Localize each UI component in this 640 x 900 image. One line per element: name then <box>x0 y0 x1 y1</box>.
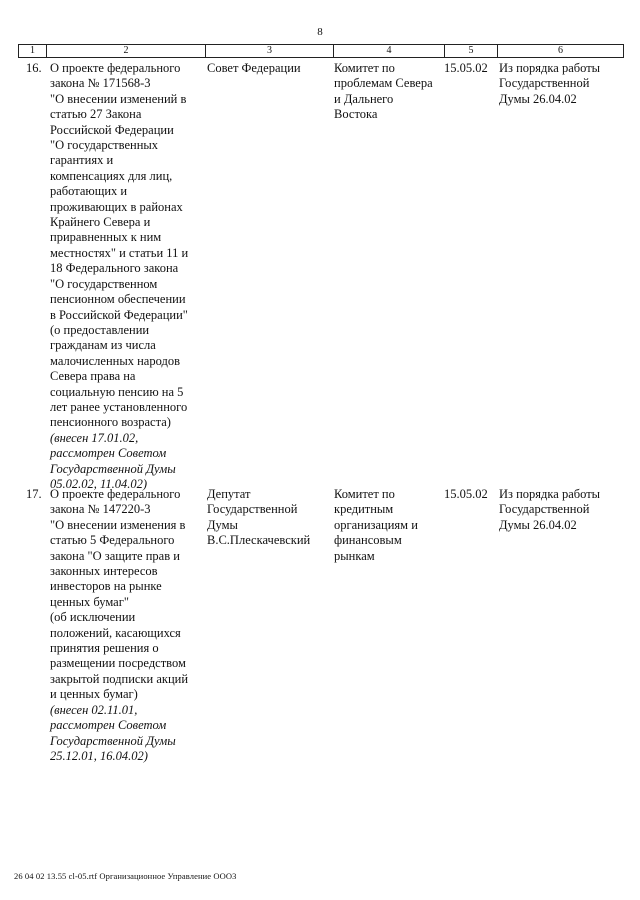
entry-committee <box>334 61 442 123</box>
note-line: Государственной Думы <box>50 733 176 748</box>
note-line: рассмотрен Советом <box>50 446 167 461</box>
committee-line: и Дальнего <box>334 91 394 106</box>
author-line: Совет Федерации <box>207 61 301 75</box>
committee-line: рынкам <box>334 548 375 563</box>
source-line: Из порядка работы <box>499 61 601 75</box>
title-line: статью 27 Закона <box>50 107 142 122</box>
entry-source <box>499 61 619 107</box>
author-line: Думы <box>207 517 238 532</box>
entry-title <box>50 487 210 764</box>
note-line: 25.12.01, 16.04.02) <box>50 748 148 763</box>
entry-source <box>499 487 619 533</box>
title-line: в Российской Федерации" <box>50 307 188 322</box>
title-line: Крайнего Севера и <box>50 215 151 230</box>
page-number: 8 <box>317 26 323 38</box>
entry-committee <box>334 487 442 564</box>
title-line: пенсионном обеспечении <box>50 292 186 307</box>
entry-number: 17. <box>26 487 42 501</box>
title-line: законных интересов <box>50 564 158 579</box>
title-line: проживающих в районах <box>50 199 183 214</box>
title-line: Российской Федерации <box>50 122 174 137</box>
committee-line: кредитным <box>334 502 394 517</box>
column-header: 3 <box>206 45 334 58</box>
title-line: "О государственных <box>50 138 159 153</box>
note-line: 05.02.02, 11.04.02) <box>50 476 147 491</box>
title-line: приравненных к ним <box>50 230 162 245</box>
column-header-table <box>18 44 624 58</box>
committee-line: Комитет по <box>334 487 395 501</box>
title-line: инвесторов на рынке <box>50 579 162 594</box>
committee-line: финансовым <box>334 533 402 548</box>
title-line: О проекте федерального <box>50 487 181 501</box>
title-line: О проекте федерального <box>50 61 181 75</box>
title-line: "О внесении изменений в <box>50 91 187 106</box>
committee-line: Комитет по <box>334 61 395 75</box>
footer-text: 26 04 02 13.55 cl-05.rtf Организационное Управление ООО3 <box>14 871 237 881</box>
entry-author <box>207 61 332 76</box>
note-line: (внесен 02.11.01, <box>50 702 138 717</box>
title-line: "О государственном <box>50 276 158 291</box>
author-line: В.С.Плескачевский <box>207 533 311 548</box>
column-header-row <box>19 45 624 58</box>
title-line: социальную пенсию на 5 <box>50 384 184 399</box>
title-line: статью 5 Федерального <box>50 533 175 548</box>
title-line: работающих и <box>50 184 128 199</box>
title-line: Севера права на <box>50 369 136 384</box>
title-line: (об исключении <box>50 610 136 625</box>
column-header: 6 <box>498 45 624 58</box>
title-line: пенсионного возраста) <box>50 415 171 430</box>
title-line: принятия решения о <box>50 641 159 656</box>
note-line: (внесен 17.01.02, <box>50 430 139 445</box>
source-line: Государственной <box>499 502 590 517</box>
title-line: "О внесении изменения в <box>50 517 186 532</box>
title-line: положений, касающихся <box>50 625 181 640</box>
column-header: 2 <box>47 45 206 58</box>
entry-date: 15.05.02 <box>444 487 488 501</box>
title-line: гарантиях и <box>50 153 114 168</box>
title-line: местностях" и статьи 11 и <box>50 245 189 260</box>
source-line: Думы 26.04.02 <box>499 517 577 532</box>
source-line: Думы 26.04.02 <box>499 91 577 106</box>
title-line: закрытой подписки акций <box>50 671 189 686</box>
committee-line: проблемам Севера <box>334 76 433 91</box>
title-line: гражданам из числа <box>50 338 156 353</box>
title-line: закона № 171568-3 <box>50 76 151 91</box>
title-line: закона № 147220-3 <box>50 502 151 517</box>
title-line: 18 Федерального закона <box>50 261 179 276</box>
author-line: Государственной <box>207 502 298 517</box>
column-header: 1 <box>19 45 47 58</box>
title-line: и ценных бумаг) <box>50 687 138 702</box>
title-line: (о предоставлении <box>50 322 150 337</box>
entry-title <box>50 61 210 492</box>
title-line: малочисленных народов <box>50 353 180 368</box>
title-line: размещении посредством <box>50 656 186 671</box>
entry-author <box>207 487 332 549</box>
entry-date: 15.05.02 <box>444 61 488 75</box>
note-line: Государственной Думы <box>50 461 176 476</box>
title-line: ценных бумаг" <box>50 594 129 609</box>
entry-number: 16. <box>26 61 42 75</box>
committee-line: Востока <box>334 107 378 122</box>
source-line: Государственной <box>499 76 590 91</box>
column-header: 5 <box>445 45 498 58</box>
note-line: рассмотрен Советом <box>50 718 167 733</box>
title-line: компенсациях для лиц, <box>50 168 173 183</box>
author-line: Депутат <box>207 487 251 501</box>
title-line: лет ранее установленного <box>50 399 188 414</box>
title-line: закона "О защите прав и <box>50 548 180 563</box>
committee-line: организациям и <box>334 517 418 532</box>
column-header: 4 <box>334 45 445 58</box>
source-line: Из порядка работы <box>499 487 601 501</box>
